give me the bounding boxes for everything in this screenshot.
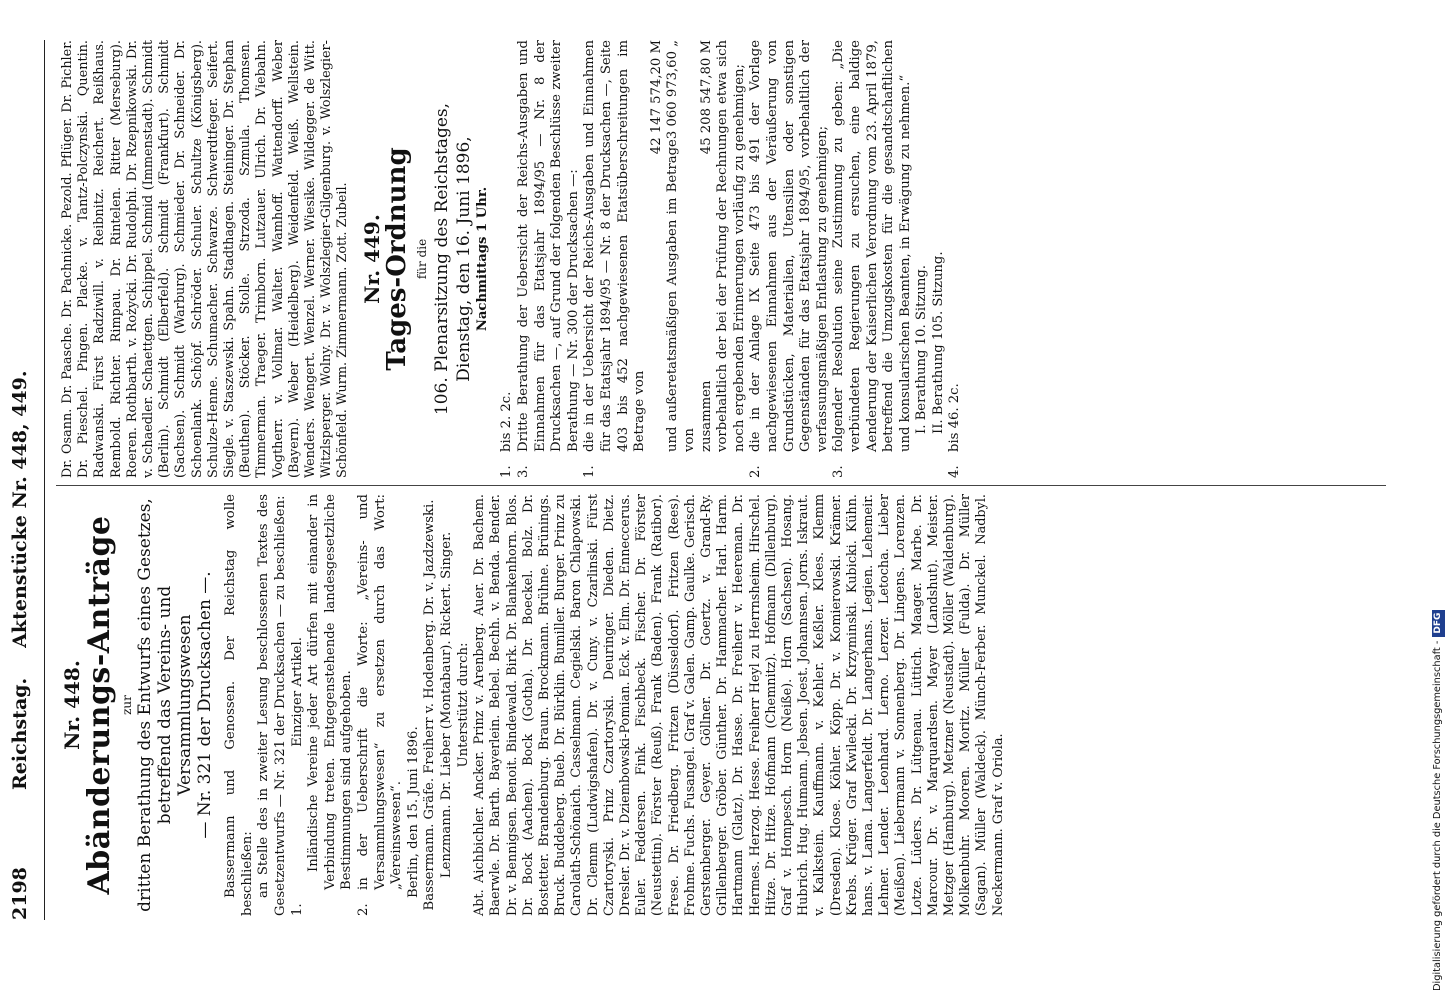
agenda-item-3-number: 3. — [516, 465, 532, 478]
motion-item-1 — [290, 494, 356, 916]
agenda-item-1-number: 1. — [499, 465, 515, 478]
resolution-item-1-number: 1. — [582, 465, 598, 478]
sitting-date: Dienstag, den 16. Juni 1896, — [453, 136, 474, 382]
motion-paragraph: an Stelle des in zweiter Lesung beschlossenen Textes des Gesetzentwurfs — Nr. 321 der Drucksachen — zu beschließen: — [256, 494, 288, 916]
subtitle-line-1: dritten Berathung des Entwurfs eines Gesetzes, — [135, 498, 156, 912]
reading-1: I. Berathung 10. Sitzung. — [914, 265, 930, 434]
resolution-item-1 — [582, 40, 748, 478]
amount-row-1 — [649, 40, 666, 452]
agenda-item-4 — [947, 40, 964, 478]
doc-number-449: Nr. 449. — [359, 214, 384, 304]
header-rule — [44, 40, 45, 920]
running-head — [0, 40, 40, 920]
agenda-item-1-text: bis 2. 2c. — [499, 391, 515, 452]
motion-item-2 — [356, 494, 406, 916]
agenda-item-3-text: Dritte Berathung der Uebersicht der Reichs-Ausgaben und Einnahmen für das Etatsjahr 1894/95 — Nr. 8 der Drucksachen —, auf Grund der folgenden Beschlüsse zweiter Berathung — Nr. 300 der Drucksachen —: — [516, 40, 581, 452]
amendment-title: Abänderungs-Anträge — [81, 515, 117, 895]
credit-text: Digitalisierung gefördert durch die Deutsche Forschungsgemeinschaft - — [1432, 640, 1443, 991]
agenda-item-1 — [499, 40, 516, 478]
motion-item-2-text: in der Ueberschrift die Worte: „Vereins- und Versammlungswesen“ zu ersetzen durch das Wort: „Vereinswesen“. — [355, 494, 405, 890]
resolution-item-2-text: die in der Anlage IX Seite 473 bis 491 der Vorlage nachgewiesenen Einnahmen aus der Veräußerung von Grundstücken, Materialien, Utensilien oder sonstigen Gegenständen für das Etatsjahr 1894/95, vorbehaltlich der verfassungsmäßigen Entlastung zu genehmigen; — [748, 40, 830, 452]
subtitle-line-2: betreffend das Vereins- und Versammlungswesen — [155, 585, 196, 825]
single-article-text: Inländische Vereine jeder Art dürfen mit einander in Verbindung treten. Entgegenstehende landesgesetzliche Bestimmungen sind aufgehoben. — [306, 494, 355, 890]
sitting-time: Nachmittags 1 Uhr. — [474, 186, 490, 332]
main-signatories: Bassermann. Gräfe. Freiherr v. Hodenberg. Dr. v. Jazdzewski. Lenzmann. Dr. Lieber (Montabaur). Rickert. Singer. — [422, 499, 454, 911]
running-head-text — [9, 40, 31, 860]
agenda-item-4-text: bis 46. 2c. — [947, 383, 963, 452]
sitting-line: 106. Plenarsitzung des Reichstages, — [431, 102, 452, 416]
single-article-heading: Einziger Artikel. — [289, 637, 305, 747]
motion-item-2-number: 2. — [355, 903, 371, 916]
dfg-logo: DFG — [1432, 610, 1445, 637]
resolution-item-3-number: 3. — [831, 465, 847, 478]
supporting-signatories: Abt. Aichbichler. Ancker. Prinz v. Arenberg. Auer. Dr. Bachem. Baerwle. Dr. Barth. Bayerlein. Bebel. Bechh. v. Benda. Bender. Dr. v. Bennigsen. Benoit. Bindewald. Birk. Dr. Blankenhorn. Blos. Dr. Bock (Aachen). Bock (Gotha). Dr. Boeckel. Bolz. Dr. Bostetter. Brandenburg. Braun. Brockmann. Brühne. Brünings. Bruck. Buddeberg. Bueb. Dr. Bürklin. Bumiller. Burger. Prinz zu Carolath-Schönaich. Casselmann. Cegielski. Baron Chlapowski. Dr. Clemm (Ludwigshafen). Dr. v. Cuny. v. Czarlinski. Fürst Czartoryski. Prinz Czartoryski. Deuringer. Dieden. Dietz. Dresler. Dr. v. Dziembowski-Pomian. Eck. v. Elm. Dr. Enneccerus. Euler. Feddersen. Fink. Fischbeck. Fischer. Dr. Förster (Neustettin). Förster (Reuß). Frank (Baden). Frank (Ratibor). Frese. Dr. Friedberg. Fritzen (Düsseldorf). Fritzen (Rees). Frohme. Fuchs. Fusangel. Graf v. Galen. Gamp. Gaulke. Gerisch. Gerstenberger. Geyer. Göllner. Dr. Goertz. v. Grand-Ry. Grillenberger. Gröber. Günther. Dr. Hammacher. Harl. Harm. Hartmann (Glatz). Dr. Hasse. Dr. Freiherr v. Heereman. Dr. Hermes. Herzog. Hesse. Freiherr Heyl zu Herrnsheim. Hirschel. Hitze. Dr. Hitze. Hofmann (Chemnitz). Hofmann (Dillenburg). Graf v. Hompesch. Horn (Neiße). Horn (Sachsen). Hosang. Hubrich. Hug. Humann. Jebsen. Joest. Johannsen. Jorns. Iskraut. v. Kalkstein. Kauffmann. v. Kehler. Keßler. Klees. Klemm (Dresden). Klose. Köhler. Köpp. Dr. v. Komierowski. Krämer. Krebs. Krüger. Graf Kwilecki. Dr. Krzyminski. Kubicki. Kühn. hans. v. Lama. Langerfeldt. Dr. Langerhans. Legien. Lehemeir. Lehner. Lender. Leonhard. Lerno. Lerzer. Letocha. Lieber (Meißen). Liebermann v. Sonnenberg. Dr. Lingens. Lorenzen. Lotze. Lüders. Dr. Lütgenau. Lüttich. Maager. Marbe. Dr. Marcour. Dr. v. Marquardsen. Mayer (Landshut). Meister. Metzger (Hamburg). Metzner (Neustadt). Möller (Waldenburg). Molkenbuhr. Mooren. Moritz. Müller (Fulda). Dr. Müller (Sagan). Müller (Waldeck). Münch-Ferber. Munckel. Nadbyl. Neckermann. Graf v. Oriola. — [472, 494, 1006, 916]
agenda-item-3 — [516, 40, 582, 478]
running-head-left: Reichstag. — [9, 677, 31, 790]
motion-intro: Bassermann und Genossen. Der Reichstag wolle beschließen: — [223, 494, 255, 916]
resolution-item-2 — [748, 40, 831, 478]
zur-label: zur — [119, 695, 134, 715]
agenda-item-4-number: 4. — [947, 465, 963, 478]
amount-1: 42 147 574,20 M — [648, 40, 664, 155]
total-label: zusammen — [698, 380, 714, 452]
right-column — [60, 40, 1390, 478]
fuer-die-label: für die — [415, 238, 430, 280]
amount-row-2 — [665, 40, 698, 452]
agenda-title: Tages-Ordnung — [382, 147, 413, 371]
page-number: 2198 — [9, 867, 31, 920]
resolution-item-2-number: 2. — [748, 465, 764, 478]
motion-date: Berlin, den 15. Juni 1896. — [405, 726, 421, 898]
amount-row-total — [699, 40, 716, 452]
supported-by-label: Unterstützt durch: — [455, 642, 471, 768]
resolution-item-3 — [831, 40, 947, 478]
amount-total: 45 208 547,80 M — [698, 40, 714, 155]
motion-item-1-number: 1. — [289, 903, 305, 916]
extra-budget-label: und außeretatsmäßigen Ausgaben im Betrage von — [665, 139, 697, 452]
reservation-text: vorbehaltlich der bei der Prüfung der Rechnungen etwa sich noch ergebenden Erinnerungen vorläufig zu genehmigen; — [715, 40, 747, 452]
supporting-signatories-continued: Dr. Osann. Dr. Paasche. Dr. Pachnicke. Pezold. Pflüger. Dr. Pichler. Dr. Pieschel. Pingen. Placke. v. Tantz-Polczynski. Quentin. Radwanski. Fürst Radziwill. v. Reibnitz. Reichert. Reißhaus. Rembold. Richter. Rimpau. Dr. Rintelen. Ritter (Merseburg). Roeren. Rothbarth. v. Rożycki. Dr. Rudolphi. Dr. Rzepnikowski. Dr. v. Schaedler. Schaettgen. Schippel. Schmid (Immenstadt). Schmidt (Berlin). Schmidt (Elberfeld). Schmidt (Frankfurt). Schmidt (Sachsen). Schmidt (Warburg). Schmieder. Dr. Schneider. Dr. Schoenlank. Schöpf. Schröder. Schuler. Schultze (Königsberg). Schulze-Henne. Schumacher. Schwarze. Schwerdtfeger. Seifert. Siegle. v. Staszewski. Spahn. Stadthagen. Steininger. Dr. Stephan (Beuthen). Stöcker. Stolle. Strzoda. Szmula. Thomsen. Timmerman. Traeger. Trimborn. Lutzauer. Ulrich. Dr. Viebahn. Vogtherr. v. Vollmar. Walter. Wamhoff. Wattendorff. Weber (Bayern). Weber (Heidelberg). Weidenfeld. Weiß. Wellstein. Wenders. Wengert. Wenzel. Werner. Wiesike. Wildegger. de Witt. Witzlsperger. Wolny. Dr. v. Wolszlegier-Gilgenburg. v. Wolszlegier-Schönfeld. Wurm. Zimmermann. Zott. Zubeil. — [60, 40, 351, 478]
left-column — [60, 494, 1390, 916]
resolution-item-3-text: folgender Resolution seine Zustimmung zu geben: „Die verbündeten Regierungen zu ersuchen, eine baldige Aenderung der Kaiserlichen Verordnung vom 23. April 1879, betreffend die Umzugskosten für die gesandtschaftlichen und konsularischen Beamten, in Erwägung zu nehmen.“ — [831, 40, 913, 452]
column-divider — [56, 485, 1386, 486]
reading-2: II. Berathung 105. Sitzung. — [930, 251, 946, 434]
subtitle-line-3: — Nr. 321 der Drucksachen —. — [195, 571, 216, 839]
resolution-item-1-text: die in der Uebersicht der Reichs-Ausgaben und Einnahmen für das Etatsjahr 1894/95 — Nr. 8 der Drucksachen —, Seite 403 bis 452 nachgewiesenen Etatsüberschreitungen im Betrage von — [582, 40, 648, 452]
running-head-center: Aktenstücke Nr. 448, 449. — [9, 370, 31, 648]
doc-number-448: Nr. 448. — [60, 660, 84, 750]
digitization-credit — [1412, 6, 1443, 996]
amount-2: 3 060 973,60 „ — [665, 40, 681, 140]
